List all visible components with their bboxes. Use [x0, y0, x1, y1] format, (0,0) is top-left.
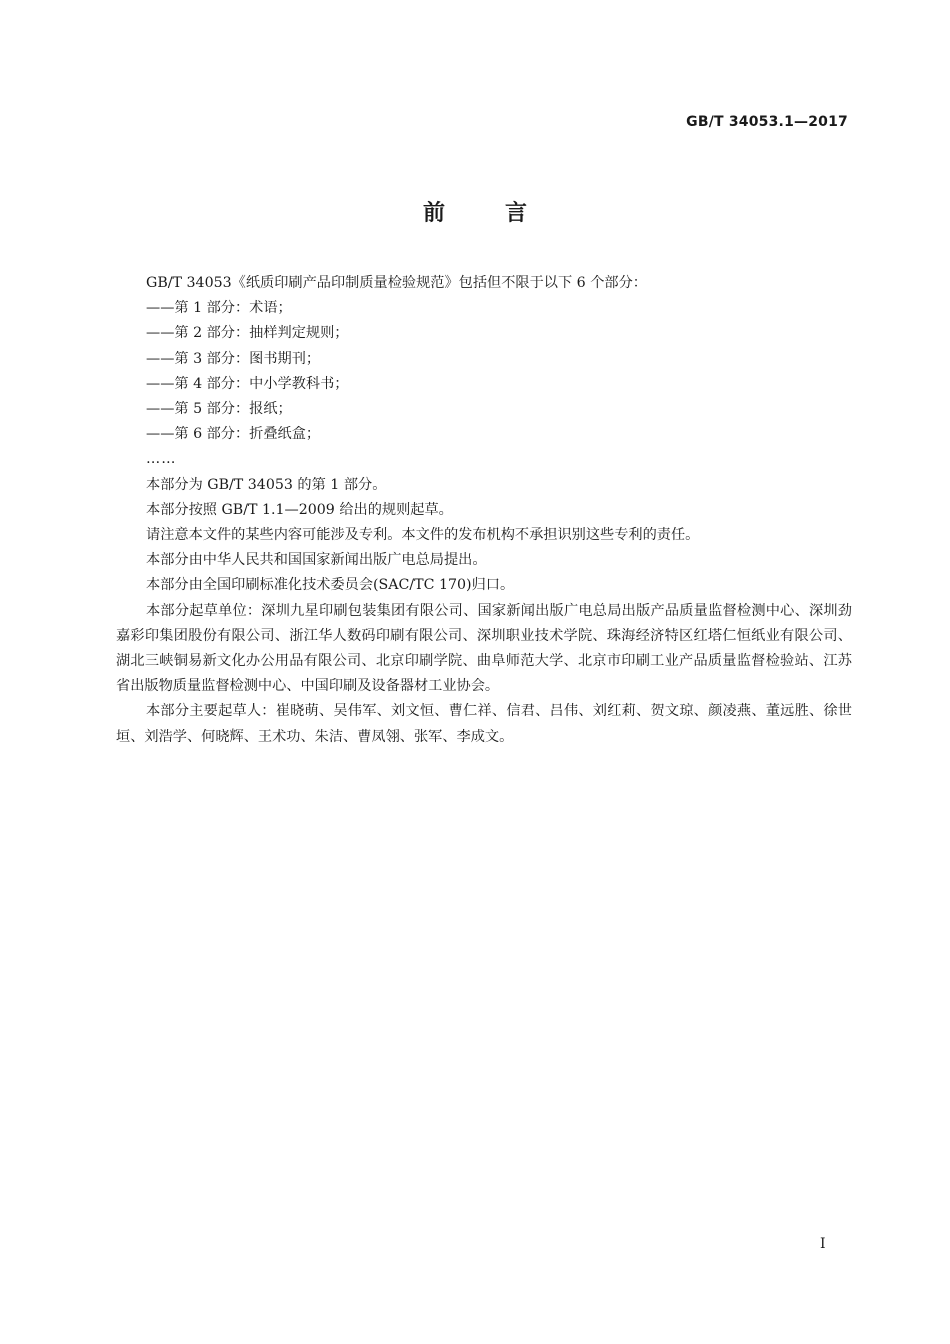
list-ellipsis: …… — [146, 451, 177, 468]
standard-number: GB/T 34053.1—2017 — [686, 114, 848, 130]
part-list-item: ——第 1 部分：术语； — [146, 300, 292, 317]
page-number: I — [820, 1236, 826, 1252]
foreword-body — [116, 271, 852, 750]
paragraph-responsible-committee: 本部分由全国印刷标准化技术委员会(SAC/TC 170)归口。 — [146, 577, 515, 594]
part-list-item: ——第 6 部分：折叠纸盒； — [146, 426, 321, 443]
paragraph-drafting-organizations: 本部分起草单位：深圳九星印刷包装集团有限公司、国家新闻出版广电总局出版产品质量监督检测中心、深圳劲嘉彩印集团股份有限公司、浙江华人数码印刷有限公司、深圳职业技术学院、珠海经济特区红塔仁恒纸业有限公司、湖北三峡铜易新文化办公用品有限公司、北京印刷学院、曲阜师范大学、北京市印刷工业产品质量监督检验站、江苏省出版物质量监督检测中心、中国印刷及设备器材工业协会。 — [116, 602, 852, 695]
part-list-item: ——第 3 部分：图书期刊； — [146, 350, 321, 367]
paragraph-drafting-rules: 本部分按照 GB/T 1.1—2009 给出的规则起草。 — [146, 501, 453, 518]
part-list-item: ——第 2 部分：抽样判定规则； — [146, 325, 349, 342]
intro-paragraph: GB/T 34053《纸质印刷产品印制质量检验规范》包括但不限于以下 6 个部分： — [146, 275, 647, 291]
part-list-item: ——第 5 部分：报纸； — [146, 401, 292, 418]
part-list-item: ——第 4 部分：中小学教科书； — [146, 375, 349, 392]
paragraph-proposed-by: 本部分由中华人民共和国国家新闻出版广电总局提出。 — [146, 552, 487, 569]
paragraph-part-number: 本部分为 GB/T 34053 的第 1 部分。 — [146, 476, 387, 493]
page-title: 前言 — [422, 201, 587, 226]
paragraph-patent-notice: 请注意本文件的某些内容可能涉及专利。本文件的发布机构不承担识别这些专利的责任。 — [146, 527, 700, 544]
paragraph-drafters: 本部分主要起草人：崔晓萌、吴伟军、刘文恒、曹仁祥、信君、吕伟、刘红莉、贺文琼、颜凌燕、董远胜、徐世垣、刘浩学、何晓辉、王术功、朱洁、曹凤翎、张军、李成文。 — [116, 703, 852, 745]
